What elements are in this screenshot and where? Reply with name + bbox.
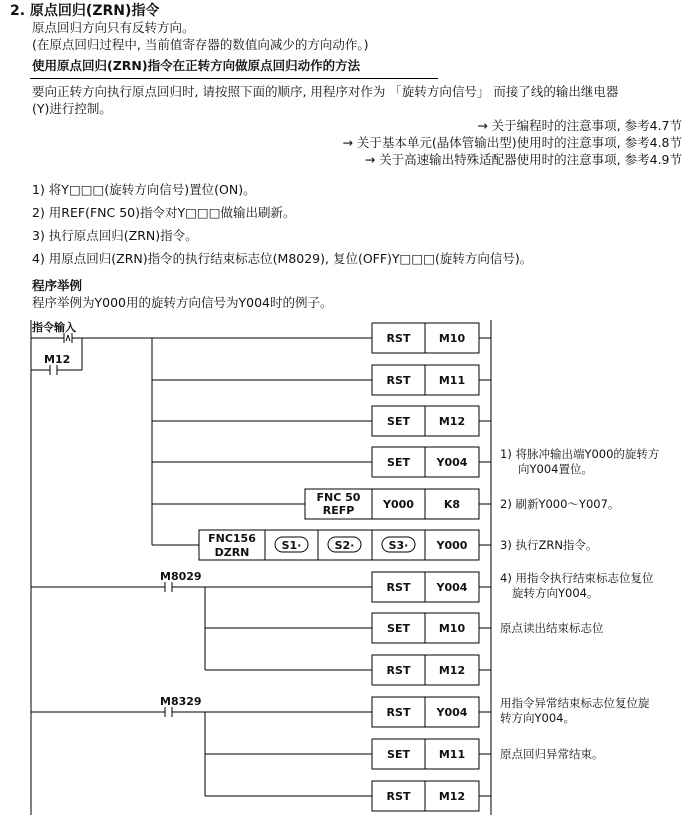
contact-label-m8029: M8029 (160, 570, 202, 583)
instruction-cell: SET (387, 415, 410, 428)
reference-note: → 关于基本单元(晶体管输出型)使用时的注意事项, 参考4.8节 (342, 135, 682, 150)
instruction-cell: K8 (443, 498, 461, 511)
intro-line-2: (Y)进行控制。 (32, 101, 112, 116)
instruction-cell: Y000 (383, 498, 414, 511)
instruction-cell: RST (386, 706, 411, 719)
instruction-cell: M11 (438, 748, 466, 761)
rung-comment: 原点回归异常结束。 (500, 747, 604, 761)
reference-note: → 关于高速输出特殊适配器使用时的注意事项, 参考4.9节 (364, 152, 682, 167)
subsection-title: 使用原点回归(ZRN)指令在正转方向做原点回归动作的方法 (32, 58, 361, 73)
instruction-cell: SET (387, 748, 410, 761)
contact-label-m12: M12 (44, 353, 71, 366)
operand-s1: S1· (281, 539, 302, 552)
fnc-mnemonic: DZRN (214, 546, 250, 559)
instruction-cell: M12 (438, 415, 466, 428)
reference-note: → 关于编程时的注意事项, 参考4.7节 (477, 118, 682, 133)
fnc-mnemonic: REFP (322, 504, 355, 517)
fnc-number: FNC156 (208, 532, 256, 545)
section-title: 2. 原点回归(ZRN)指令 (10, 3, 160, 19)
rung-comment: 用指令异常结束标志位复位旋 (500, 696, 650, 710)
instruction-cell: RST (386, 581, 411, 594)
intro-line-1: 要向正转方向执行原点回归时, 请按照下面的顺序, 用程序对作为 「旋转方向信号」 而接了线的输出继电器 (32, 84, 619, 99)
instruction-cell: SET (387, 622, 410, 635)
instruction-cell: M12 (438, 790, 466, 803)
instruction-cell: SET (387, 456, 410, 469)
rung-comment: 3) 执行ZRN指令。 (500, 538, 598, 552)
instruction-cell: Y004 (436, 581, 468, 594)
instruction-cell: M10 (438, 622, 466, 635)
instruction-cell: M11 (438, 374, 466, 387)
rung-comment: 4) 用指令执行结束标志位复位 (500, 571, 654, 585)
instruction-cell: M12 (438, 664, 466, 677)
rung-comment: 向Y004置位。 (518, 462, 593, 476)
step-item: 2) 用REF(FNC 50)指令对Y□□□做输出刷新。 (32, 205, 296, 220)
instruction-cell: Y004 (436, 456, 468, 469)
instruction-cell: Y000 (436, 539, 468, 552)
instruction-cell: M10 (438, 332, 466, 345)
instruction-cell: RST (386, 374, 411, 387)
instruction-cell: Y004 (436, 706, 468, 719)
contact-label-cmd-input: 指令输入 (32, 321, 76, 334)
step-item: 1) 将Y□□□(旋转方向信号)置位(ON)。 (32, 182, 256, 197)
example-title: 程序举例 (32, 278, 83, 293)
step-item: 4) 用原点回归(ZRN)指令的执行结束标志位(M8029), 复位(OFF)Y□□□(旋转方向信号)。 (32, 251, 533, 266)
rung-comment: 旋转方向Y004。 (512, 586, 599, 600)
instruction-cell: RST (386, 664, 411, 677)
contact-label-m8329: M8329 (160, 695, 202, 708)
fnc-number: FNC 50 (316, 491, 361, 504)
rung-comment: 原点读出结束标志位 (500, 621, 604, 635)
section-line-2: (在原点回归过程中, 当前值寄存器的数值向减少的方向动作。) (32, 37, 369, 52)
instruction-cell: RST (386, 332, 411, 345)
rung-comment: 转方向Y004。 (500, 711, 575, 725)
operand-s2: S2· (334, 539, 355, 552)
example-description: 程序举例为Y000用的旋转方向信号为Y004时的例子。 (32, 295, 333, 310)
step-item: 3) 执行原点回归(ZRN)指令。 (32, 228, 198, 243)
rung-comment: 2) 刷新Y000～Y007。 (500, 497, 620, 511)
section-line-1: 原点回归方向只有反转方向。 (32, 20, 195, 35)
rung-comment: 1) 将脉冲输出端Y000的旋转方 (500, 447, 660, 461)
operand-s3: S3· (388, 539, 409, 552)
instruction-cell: RST (386, 790, 411, 803)
